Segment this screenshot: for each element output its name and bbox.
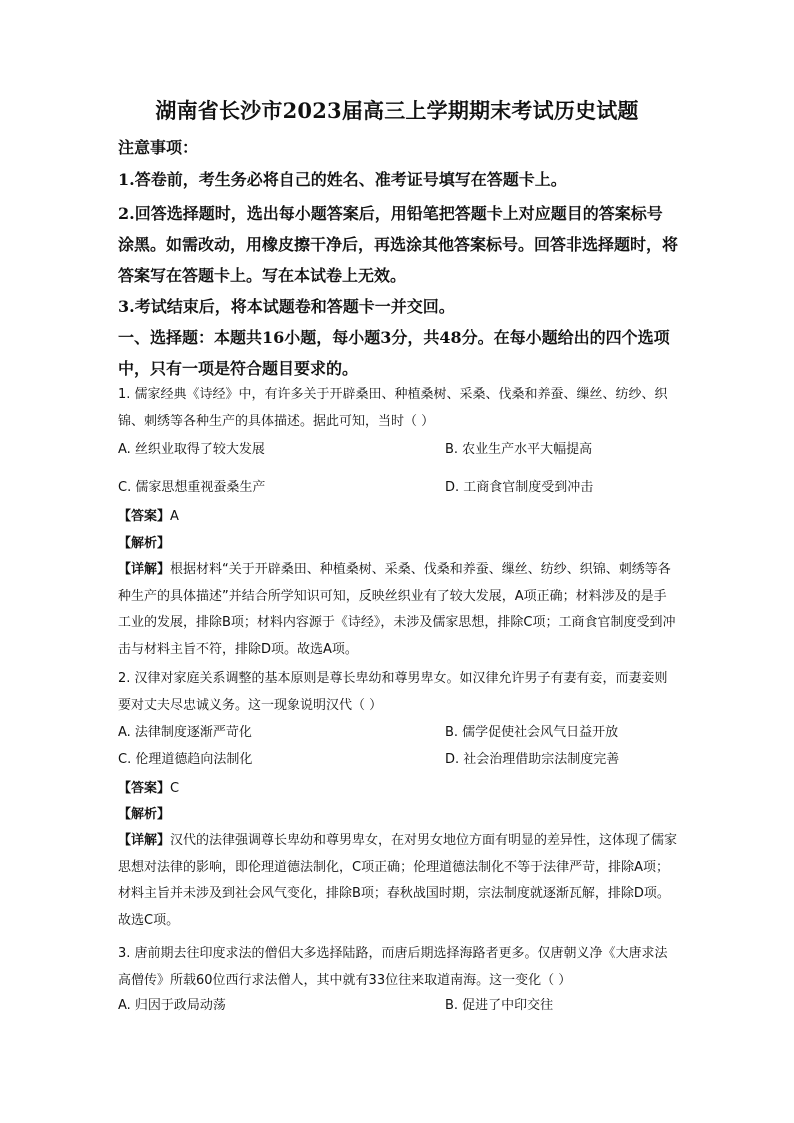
question-1-detail	[118, 557, 678, 663]
notice-heading: 注意事项：	[118, 138, 199, 157]
question-1-answer	[118, 504, 678, 531]
notice-item-1: 1.答卷前，考生务必将自己的姓名、准考证号填写在答题卡上。	[118, 170, 567, 189]
answer-tag: 【答案】	[118, 509, 171, 524]
question-1-analysis-tag	[118, 531, 678, 558]
page-title: 湖南省长沙市2023届高三上学期期末考试历史试题	[155, 98, 639, 123]
question-3-option-b[interactable]: B. 促进了中印交往	[445, 998, 554, 1013]
question-2-option-b[interactable]: B. 儒学促使社会风气日益开放	[445, 725, 619, 740]
answer-value: C	[170, 781, 180, 796]
question-2-option-a[interactable]: A. 法律制度逐渐严苛化	[118, 725, 252, 740]
question-2-analysis-tag	[118, 802, 678, 829]
analysis-tag: 【解析】	[118, 807, 171, 822]
detail-text: 根据材料“关于开辟桑田、种植桑树、采桑、伐桑和养蚕、缫丝、纺纱、织锦、刺绣等各种生产的具体描述”并结合所学知识可知，反映丝织业有了较大发展，A项正确；材料涉及的是手工业的发展，排除B项；材料内容源于《诗经》，未涉及儒家思想，排除C项；工商食官制度受到冲击与材料主旨不符，排除D项。故选A项。	[118, 562, 676, 657]
answer-tag: 【答案】	[118, 781, 171, 796]
question-1-option-c[interactable]: C. 儒家思想重视蚕桑生产	[118, 480, 266, 495]
question-3-stem: 3. 唐前期去往印度求法的僧侣大多选择陆路，而唐后期选择海路者更多。仅唐朝义净《大唐求法高僧传》所载60位西行求法僧人，其中就有33位往来取道南海。这一变化（ ）	[118, 946, 668, 988]
question-2-option-d[interactable]: D. 社会治理借助宗法制度完善	[445, 752, 620, 767]
question-1-stem: 1. 儒家经典《诗经》中，有许多关于开辟桑田、种植桑树、采桑、伐桑和养蚕、缫丝、纺纱、织锦、刺绣等各种生产的具体描述。据此可知，当时（ ）	[118, 387, 668, 429]
detail-text: 汉代的法律强调尊长卑幼和尊男卑女，在对男女地位方面有明显的差异性，这体现了儒家思想对法律的影响，即伦理道德法制化，C项正确；伦理道德法制化不等于法律严苛，排除A项；材料主旨并未涉及到社会风气变化，排除B项；春秋战国时期，宗法制度就逐渐瓦解，排除D项。故选C项。	[118, 833, 678, 928]
answer-value: A	[170, 509, 179, 524]
question-2-answer	[118, 776, 678, 803]
question-2-stem: 2. 汉律对家庭关系调整的基本原则是尊长卑幼和尊男卑女。如汉律允许男子有妻有妾，而妻妾则要对丈夫尽忠诚义务。这一现象说明汉代（ ）	[118, 671, 668, 713]
section-heading: 一、选择题：本题共16小题，每小题3分，共48分。在每小题给出的四个选项中，只有一项是符合题目要求的。	[118, 328, 670, 378]
question-3-option-a[interactable]: A. 归因于政局动荡	[118, 998, 226, 1013]
notice-item-2: 2.回答选择题时，选出每小题答案后，用铅笔把答题卡上对应题目的答案标号涂黑。如需改动，用橡皮擦干净后，再选涂其他答案标号。回答非选择题时，将答案写在答题卡上。写在本试卷上无效。	[118, 204, 679, 285]
question-1-option-d[interactable]: D. 工商食官制度受到冲击	[445, 480, 594, 495]
detail-tag: 【详解】	[118, 562, 171, 577]
question-1-option-b[interactable]: B. 农业生产水平大幅提高	[445, 442, 593, 457]
notice-item-3: 3.考试结束后，将本试题卷和答题卡一并交回。	[118, 297, 455, 316]
analysis-tag: 【解析】	[118, 536, 171, 551]
question-2-option-c[interactable]: C. 伦理道德趋向法制化	[118, 752, 253, 767]
detail-tag: 【详解】	[118, 833, 171, 848]
question-1-option-a[interactable]: A. 丝织业取得了较大发展	[118, 442, 265, 457]
question-2-detail	[118, 828, 678, 934]
